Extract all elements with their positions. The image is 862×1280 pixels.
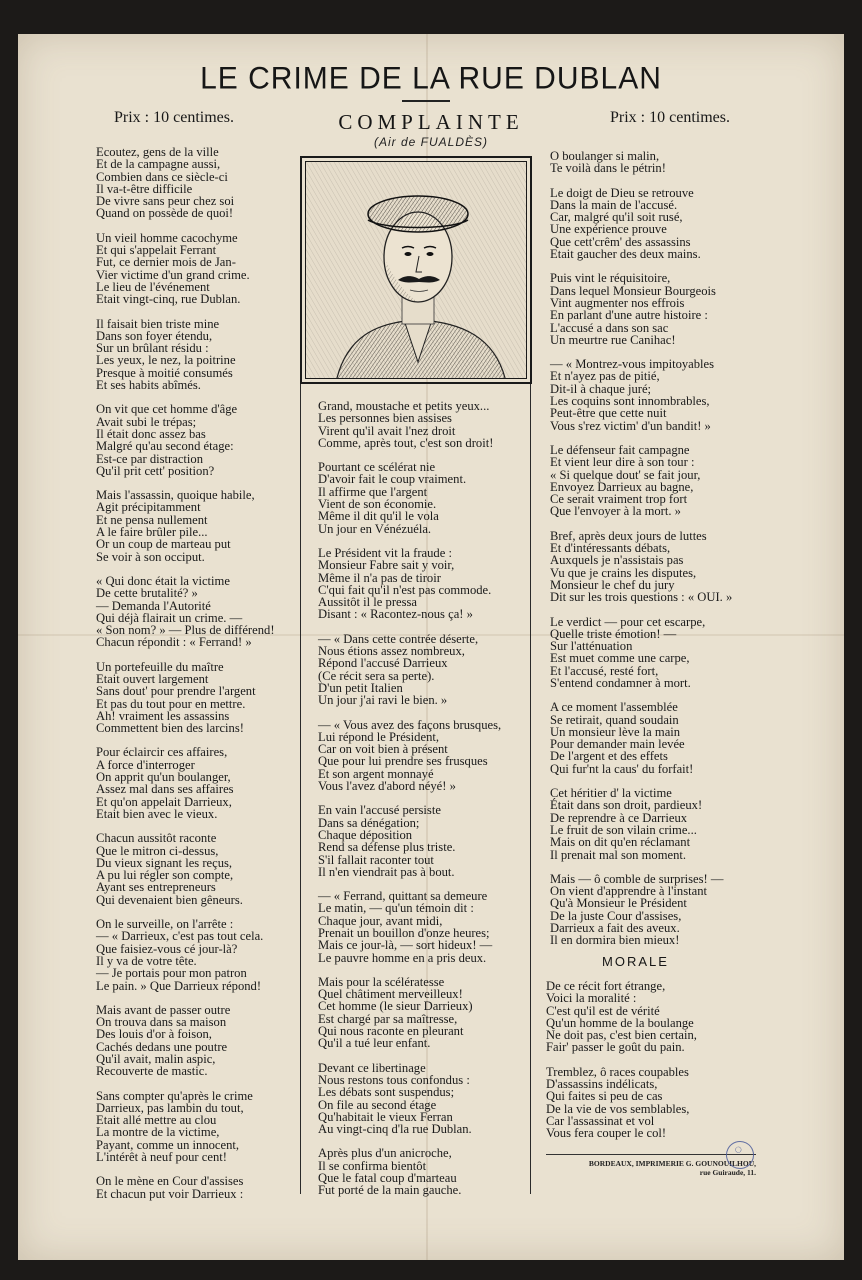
- verse-line: Il en dormira bien mieux!: [550, 933, 680, 948]
- price-right: Prix : 10 centimes.: [610, 109, 730, 126]
- column-rule-left: [300, 384, 301, 1194]
- verse-line: Que faisiez-vous cé jour-là?: [96, 941, 238, 956]
- morale-heading: MORALE: [602, 954, 669, 969]
- verse-line: Quel châtiment merveilleux!: [318, 987, 463, 1002]
- verse-line: Vous s'rez victim' d'un bandit! »: [550, 418, 711, 433]
- verse-line: Le verdict — pour cet escarpe,: [550, 614, 706, 629]
- verse-line: C'est qu'il est de vérité: [546, 1003, 660, 1018]
- stanza: [96, 1004, 296, 1078]
- verse-line: Se voir à son occiput.: [96, 549, 205, 564]
- portrait-engraving: [300, 156, 532, 384]
- poem-column-2: [318, 400, 518, 1209]
- verse-line: Vu que je crains les disputes,: [550, 565, 697, 580]
- verse-line: A force d'interroger: [96, 757, 195, 772]
- verse-line: Un vieil homme cacochyme: [96, 230, 238, 245]
- stanza: [318, 976, 518, 1050]
- verse-line: Recouverte de mastic.: [96, 1064, 208, 1079]
- verse-line: « Son nom? » — Plus de différend!: [96, 623, 275, 638]
- verse-line: De ce récit fort étrange,: [546, 979, 666, 993]
- verse-line: Les personnes bien assises: [318, 411, 452, 426]
- verse-line: Les yeux, le nez, la poitrine: [96, 353, 236, 368]
- verse-line: Dit sur les trois questions : « OUI. »: [550, 590, 733, 605]
- verse-line: Chaque déposition: [318, 827, 413, 842]
- verse-line: Le défenseur fait campagne: [550, 442, 690, 457]
- verse-line: Darrieux, pas lambin du tout,: [96, 1100, 244, 1115]
- verse-line: Dans son foyer étendu,: [96, 328, 213, 343]
- verse-line: Le Président vit la fraude :: [318, 545, 452, 560]
- stanza: [318, 804, 518, 878]
- verse-line: Qu'il a tué leur enfant.: [318, 1036, 431, 1051]
- verse-line: Or un coup de marteau put: [96, 537, 231, 552]
- verse-line: Vient de son économie.: [318, 497, 437, 512]
- verse-line: Bref, après deux jours de luttes: [550, 528, 707, 543]
- verse-line: Est muet comme une carpe,: [550, 651, 690, 666]
- stanza: [96, 1175, 296, 1200]
- verse-line: Fut, ce dernier mois de Jan-: [96, 255, 236, 270]
- broadside-sheet: [18, 34, 844, 1260]
- verse-line: Agit précipitamment: [96, 500, 201, 515]
- verse-line: Pour éclaircir ces affaires,: [96, 745, 228, 760]
- verse-line: Sans compter qu'après le crime: [96, 1088, 253, 1103]
- verse-line: La montre de la victime,: [96, 1125, 220, 1140]
- verse-line: De cette brutalité? »: [96, 586, 198, 601]
- stanza: [550, 787, 760, 861]
- stanza: [96, 746, 296, 820]
- verse-line: Est chargé par sa maîtresse,: [318, 1011, 458, 1026]
- verse-line: Cet homme (le sieur Darrieux): [318, 999, 473, 1014]
- stanza: [550, 187, 760, 261]
- stanza: [550, 272, 760, 346]
- poem-column-1: [96, 146, 296, 1212]
- verse-line: Pourtant ce scélérat nie: [318, 460, 436, 475]
- verse-line: Il n'en viendrait pas à bout.: [318, 864, 455, 879]
- verse-line: Il était donc assez bas: [96, 426, 206, 441]
- verse-line: Nous restons tous confondus :: [318, 1072, 470, 1087]
- verse-line: Envoyez Darrieux au bagne,: [550, 479, 694, 494]
- verse-line: Disant : « Racontez-nous ça! »: [318, 607, 473, 622]
- stanza: [318, 1147, 518, 1196]
- verse-line: C'qui fait qu'il n'est pas commode.: [318, 582, 492, 597]
- verse-line: L'accusé a dans son sac: [550, 320, 669, 335]
- verse-line: Et n'ayez pas de pitié,: [550, 369, 660, 384]
- verse-line: Au vingt-cinq d'la rue Dublan.: [318, 1122, 472, 1137]
- verse-line: Un monsieur lève la main: [550, 724, 681, 739]
- verse-line: Et de la campagne aussi,: [96, 157, 221, 172]
- verse-line: Fair' passer le goût du pain.: [546, 1040, 685, 1055]
- verse-line: Vier victime d'un grand crime.: [96, 267, 250, 282]
- verse-line: Etait allé mettre au clou: [96, 1113, 217, 1128]
- verse-line: Etait vingt-cinq, rue Dublan.: [96, 292, 241, 307]
- verse-line: Payant, comme un innocent,: [96, 1137, 240, 1152]
- verse-line: « Si quelque dout' se fait jour,: [550, 467, 701, 482]
- verse-line: Dans la main de l'accusé.: [550, 197, 678, 212]
- verse-line: Et chacun put voir Darrieux :: [96, 1186, 244, 1201]
- verse-line: Dans sa dénégation;: [318, 815, 420, 830]
- verse-line: (Ce récit sera sa perte).: [318, 668, 435, 683]
- portrait-drawing: [306, 162, 527, 379]
- verse-line: De reprendre à ce Darrieux: [550, 810, 688, 825]
- verse-line: Auxquels je n'assistais pas: [550, 553, 684, 568]
- verse-line: Monsieur le chef du jury: [550, 577, 675, 592]
- verse-line: Car, malgré qu'il soit rusé,: [550, 210, 683, 225]
- verse-line: D'un petit Italien: [318, 680, 403, 695]
- stanza: [550, 873, 760, 947]
- verse-line: Peut-être que cette nuit: [550, 406, 667, 421]
- verse-line: Comme, après tout, c'est son droit!: [318, 435, 494, 450]
- verse-line: Vous l'avez d'abord néyé! »: [318, 779, 456, 794]
- stanza: [96, 489, 296, 563]
- verse-line: Qu'il avait, malin aspic,: [96, 1052, 216, 1066]
- stanza: [318, 547, 518, 621]
- verse-line: Un meurtre rue Canihac!: [550, 332, 676, 347]
- verse-line: Ecoutez, gens de la ville: [96, 145, 219, 159]
- verse-line: Assez mal dans ses affaires: [96, 782, 234, 797]
- verse-line: Mais avant de passer outre: [96, 1002, 231, 1017]
- verse-line: Nous étions assez nombreux,: [318, 644, 465, 659]
- verse-line: Des louis d'or à foison,: [96, 1027, 212, 1042]
- stanza: [96, 1090, 296, 1164]
- verse-line: Vous fera couper le col!: [546, 1126, 667, 1141]
- stanza: [318, 400, 518, 449]
- verse-line: On apprit qu'un boulanger,: [96, 770, 231, 785]
- verse-line: Etait gaucher des deux mains.: [550, 247, 701, 262]
- verse-line: Virent qu'il avait l'nez droit: [318, 423, 456, 438]
- verse-line: A pu lui régler son compte,: [96, 868, 234, 883]
- verse-line: Il faisait bien triste mine: [96, 316, 220, 331]
- verse-line: On le mène en Cour d'assises: [96, 1174, 244, 1189]
- verse-line: Aussitôt il le pressa: [318, 595, 417, 610]
- verse-line: Même il n'a pas de tiroir: [318, 570, 441, 585]
- verse-line: Ce serait vraiment trop fort: [550, 492, 688, 507]
- verse-line: Mais pour la scélératesse: [318, 974, 445, 989]
- verse-line: D'avoir fait le coup vraiment.: [318, 472, 467, 487]
- verse-line: Et d'intéressants débats,: [550, 541, 671, 556]
- verse-line: Le doigt de Dieu se retrouve: [550, 185, 694, 200]
- verse-line: On vit que cet homme d'âge: [96, 402, 238, 417]
- imprint-line-2: rue Guiraude, 11.: [699, 1168, 756, 1177]
- verse-line: Etait ouvert largement: [96, 671, 209, 686]
- verse-line: — « Ferrand, quittant sa demeure: [318, 889, 488, 904]
- verse-line: Et pas du tout pour en mettre.: [96, 696, 246, 711]
- price-left: Prix : 10 centimes.: [114, 109, 234, 126]
- verse-line: Lui répond le Président,: [318, 729, 440, 744]
- verse-line: Grand, moustache et petits yeux...: [318, 399, 490, 413]
- verse-line: Les débats sont suspendus;: [318, 1085, 455, 1100]
- verse-line: Car on voit bien à présent: [318, 742, 448, 757]
- verse-line: Etait bien avec le vieux.: [96, 806, 218, 821]
- verse-line: Malgré qu'au second étage:: [96, 439, 234, 454]
- verse-line: Chaque jour, avant midi,: [318, 913, 443, 928]
- verse-line: Voici la moralité :: [546, 991, 637, 1006]
- stanza: [96, 918, 296, 992]
- verse-line: Quand on possède de quoi!: [96, 206, 234, 221]
- verse-line: Chacun répondit : « Ferrand! »: [96, 635, 252, 650]
- verse-line: Est-ce par distraction: [96, 451, 204, 466]
- verse-line: Un jour en Vénézuéla.: [318, 521, 432, 536]
- verse-line: Était dans son droit, pardieux!: [550, 798, 703, 813]
- verse-line: Un portefeuille du maître: [96, 659, 224, 674]
- heading-complainte: COMPLAINTE: [338, 110, 524, 134]
- verse-line: Le fruit de son vilain crime...: [550, 822, 697, 837]
- stanza: [546, 1066, 756, 1140]
- verse-line: — Demanda l'Autorité: [96, 598, 211, 613]
- stanza: [546, 980, 756, 1054]
- verse-line: Sur un brûlant résidu :: [96, 341, 209, 356]
- verse-line: Il va-t-être difficile: [96, 181, 193, 196]
- verse-line: Et ses habits abîmés.: [96, 378, 201, 393]
- verse-line: Du vieux signant les reçus,: [96, 855, 233, 870]
- printer-imprint: [546, 1159, 756, 1177]
- verse-line: Qui déjà flairait un crime. —: [96, 610, 243, 625]
- verse-line: Devant ce libertinage: [318, 1060, 426, 1075]
- stanza: [96, 661, 296, 735]
- stanza: [96, 403, 296, 477]
- verse-line: De vivre sans peur chez soi: [96, 194, 235, 209]
- stanza: [550, 444, 760, 518]
- verse-line: Dans lequel Monsieur Bourgeois: [550, 283, 716, 298]
- verse-line: Qu'il prit cett' position?: [96, 463, 215, 478]
- verse-line: — « Montrez-vous impitoyables: [550, 357, 715, 372]
- verse-line: « Qui donc était la victime: [96, 573, 230, 588]
- verse-line: A le faire brûler pile...: [96, 525, 208, 540]
- stanza: [318, 1062, 518, 1136]
- verse-line: De l'argent et des effets: [550, 749, 668, 764]
- verse-line: Répond l'accusé Darrieux: [318, 656, 448, 671]
- stanza: [550, 701, 760, 775]
- verse-line: D'assassins indélicats,: [546, 1077, 658, 1092]
- title-rule: [402, 100, 450, 102]
- poem-column-3: [550, 150, 760, 959]
- verse-line: Même il dit qu'il le vola: [318, 509, 439, 524]
- verse-line: Tremblez, ô races coupables: [546, 1064, 689, 1079]
- air-subtitle: (Air de FUALDÈS): [373, 135, 489, 149]
- verse-line: — « Vous avez des façons brusques,: [318, 717, 502, 732]
- column-rule-right: [530, 384, 531, 1194]
- stanza: [96, 832, 296, 906]
- verse-line: Qui fur'nt la caus' du forfait!: [550, 761, 694, 776]
- verse-line: Que pour lui prendre ses frusques: [318, 754, 488, 769]
- verse-line: Mais l'assassin, quoique habile,: [96, 488, 255, 503]
- verse-line: Et vient leur dire à son tour :: [550, 455, 695, 470]
- verse-line: Sur l'atténuation: [550, 639, 633, 654]
- stanza: [318, 890, 518, 964]
- verse-line: On vient d'apprendre à l'instant: [550, 884, 708, 899]
- verse-line: Que l'envoyer à la mort. »: [550, 504, 681, 519]
- verse-line: Et l'accusé, resté fort,: [550, 663, 659, 678]
- verse-line: Cet héritier d' la victime: [550, 786, 672, 801]
- verse-line: Puis vint le réquisitoire,: [550, 271, 671, 286]
- verse-line: Te voilà dans le pétrin!: [550, 161, 666, 176]
- verse-line: Quelle triste émotion! —: [550, 626, 677, 641]
- stanza: [550, 358, 760, 432]
- verse-line: — « Dans cette contrée déserte,: [318, 631, 479, 646]
- verse-line: Il affirme que l'argent: [318, 484, 428, 499]
- verse-line: Qui nous raconte en pleurant: [318, 1024, 464, 1039]
- verse-line: Car l'assassinat et vol: [546, 1113, 655, 1128]
- verse-line: En parlant d'une autre histoire :: [550, 308, 708, 323]
- verse-line: Monsieur Fabre sait y voir,: [318, 558, 455, 573]
- verse-line: — « Darrieux, c'est pas tout cela.: [96, 929, 264, 944]
- verse-line: On le surveille, on l'arrête :: [96, 917, 234, 932]
- verse-line: Qui faites si peu de cas: [546, 1089, 663, 1104]
- stanza: [318, 461, 518, 535]
- verse-line: Dit-il à chaque juré;: [550, 381, 652, 396]
- verse-line: Et ne pensa nullement: [96, 512, 208, 527]
- verse-line: En vain l'accusé persiste: [318, 803, 441, 818]
- verse-line: Chacun aussitôt raconte: [96, 831, 217, 846]
- verse-line: Fut porté de la main gauche.: [318, 1183, 462, 1198]
- verse-line: Avait subi le trépas;: [96, 414, 197, 429]
- verse-line: On trouva dans sa maison: [96, 1015, 227, 1030]
- verse-line: Sans dout' pour prendre l'argent: [96, 684, 256, 699]
- stanza: [318, 719, 518, 793]
- verse-line: S'il fallait raconter tout: [318, 852, 434, 867]
- verse-line: Il y va de votre tête.: [96, 953, 197, 968]
- verse-line: Ah! vraiment les assassins: [96, 708, 230, 723]
- verse-line: Se retirait, quand soudain: [550, 712, 679, 727]
- verse-line: Mais on dit qu'en réclamant: [550, 835, 691, 850]
- library-stamp: ◯: [722, 1137, 757, 1172]
- verse-line: Il se confirma bientôt: [318, 1158, 427, 1173]
- stanza: [550, 616, 760, 690]
- verse-line: Que le fatal coup d'marteau: [318, 1171, 457, 1186]
- verse-line: Presque à moitié consumés: [96, 365, 233, 380]
- verse-line: Qu'habitait le vieux Ferran: [318, 1109, 453, 1124]
- verse-line: Et son argent monnayé: [318, 766, 434, 781]
- verse-line: Le matin, — qu'un témoin dit :: [318, 901, 474, 916]
- verse-line: Ayant ses entrepreneurs: [96, 880, 216, 895]
- verse-line: Cachés dedans une poutre: [96, 1039, 228, 1054]
- stanza: [96, 575, 296, 649]
- verse-line: De la vie de vos semblables,: [546, 1101, 690, 1116]
- stanza: [96, 232, 296, 306]
- stanza: [550, 530, 760, 604]
- page-title: LE CRIME DE LA RUE DUBLAN: [200, 61, 662, 96]
- verse-line: Qu'un homme de la boulange: [546, 1015, 694, 1030]
- verse-line: — Je portais pour mon patron: [96, 966, 247, 981]
- verse-line: Que le mitron ci-dessus,: [96, 843, 219, 858]
- verse-line: Et qu'on appelait Darrieux,: [96, 794, 232, 809]
- verse-line: On file au second étage: [318, 1097, 437, 1112]
- verse-line: Une expérience prouve: [550, 222, 667, 237]
- imprint-rule: [546, 1154, 756, 1155]
- verse-line: A ce moment l'assemblée: [550, 700, 678, 715]
- verse-line: Il prenait mal son moment.: [550, 847, 687, 862]
- verse-line: Pour demander main levée: [550, 737, 685, 752]
- verse-line: Un jour j'ai ravi le bien. »: [318, 693, 448, 708]
- imprint-line-1: BORDEAUX, IMPRIMERIE G. GOUNOUILHOU,: [588, 1159, 756, 1168]
- verse-line: Rend sa défense plus triste.: [318, 840, 456, 855]
- stanza: [318, 633, 518, 707]
- stanza: [550, 150, 760, 175]
- verse-line: Mais ce jour-là, — sort hideux! —: [318, 938, 493, 953]
- verse-line: Qui devenaient bien gêneurs.: [96, 892, 243, 907]
- verse-line: Le pauvre homme en a pris deux.: [318, 950, 487, 965]
- verse-line: Qu'à Monsieur le Président: [550, 896, 687, 911]
- verse-line: Les coquins sont innombrables,: [550, 394, 710, 409]
- verse-line: Darrieux a fait des aveux.: [550, 921, 680, 936]
- verse-line: Le lieu de l'événement: [96, 279, 210, 294]
- morale-column: [546, 980, 756, 1152]
- verse-line: S'entend condamner à mort.: [550, 675, 691, 690]
- verse-line: Mais — ô comble de surprises! —: [550, 871, 724, 886]
- verse-line: Le pain. » Que Darrieux répond!: [96, 978, 262, 993]
- verse-line: Vint augmenter nos effrois: [550, 295, 685, 310]
- stanza: [96, 318, 296, 392]
- verse-line: L'intérêt à neuf pour cent!: [96, 1150, 227, 1165]
- verse-line: De la juste Cour d'assises,: [550, 908, 682, 923]
- portrait-image: [305, 161, 527, 379]
- verse-line: O boulanger si malin,: [550, 149, 660, 163]
- stanza: [96, 146, 296, 220]
- verse-line: Et qui s'appelait Ferrant: [96, 243, 217, 258]
- verse-line: Prenait un bouillon d'onze heures;: [318, 925, 490, 940]
- verse-line: Ne doit pas, c'est bien certain,: [546, 1028, 697, 1043]
- verse-line: Combien dans ce siècle-ci: [96, 169, 228, 184]
- verse-line: Que cett'crêm' des assassins: [550, 234, 691, 249]
- verse-line: Commettent bien des larcins!: [96, 721, 244, 736]
- verse-line: Après plus d'un anicroche,: [318, 1146, 452, 1161]
